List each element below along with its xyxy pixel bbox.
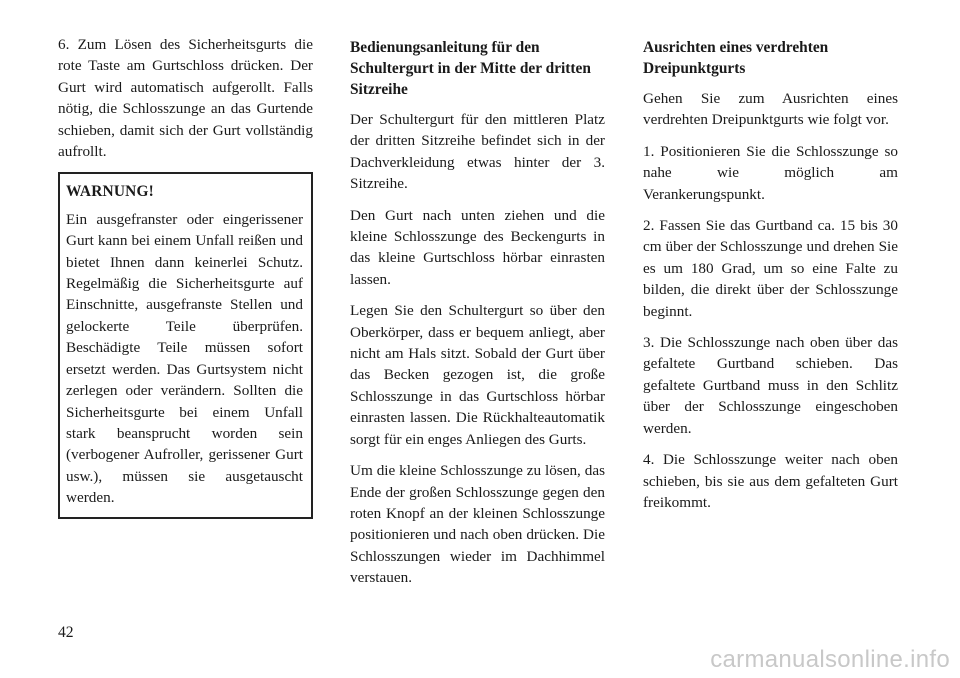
paragraph: Der Schultergurt für den mittleren Platz der dritten Sitzreihe befindet sich in der Dachverkleidung etwas hinter der 3. Sitzreihe.	[350, 111, 605, 193]
step-3: 3. Die Schlosszunge nach oben über das gefaltete Gurtband schieben. Das gefaltete Gurtband muss in den Schlitz über der Schlosszunge eingeschoben werden.	[643, 334, 898, 437]
paragraph: Legen Sie den Schultergurt so über den Oberkörper, dass er bequem anliegt, aber nicht am Hals sitzt. Sobald der Gurt über das Becken gezogen ist, die große Schlosszunge in das Gurtschloss hörbar einrasten lassen. Die Rückhalteautomatik sorgt für ein enges Anliegen des Gurts.	[350, 302, 605, 448]
warning-text: Ein ausgefranster oder eingerissener Gurt kann bei einem Unfall reißen und bietet Ihnen dann keinerlei Schutz. Regelmäßig die Sicherheitsgurte auf Einschnitte, ausgefranste Stellen und gelockerte Teile überprüfen. Beschädigte Teile müssen sofort ersetzt werden. Das Gurtsystem nicht zerlegen oder verändern. Sollten die Sicherheitsgurte bei einem Unfall stark beansprucht worden sein (verbogener Aufroller, gerissener Gurt usw.), müssen sie ausgetauscht werden.	[66, 210, 303, 507]
step-2: 2. Fassen Sie das Gurtband ca. 15 bis 30 cm über der Schlosszunge und drehen Sie es um 180 Grad, um so eine Falte zu bilden, die direkt über der Schlosszunge beginnt.	[643, 217, 898, 320]
watermark: carmanualsonline.info	[710, 646, 950, 673]
paragraph: Gehen Sie zum Ausrichten eines verdrehten Dreipunktgurts wie folgt vor.	[643, 90, 898, 129]
warning-title: WARNUNG!	[66, 183, 154, 201]
paragraph: Um die kleine Schlosszunge zu lösen, das Ende der großen Schlosszunge gegen den roten Knopf an der kleinen Schlosszunge positionieren und nach oben drücken. Die Schlosszungen wieder im Dachhimmel verstauen.	[350, 462, 605, 587]
step-1: 1. Positionieren Sie die Schlosszunge so nahe wie möglich am Verankerungspunkt.	[643, 142, 898, 203]
section-heading-twisted-belt: Ausrichten eines verdrehten Dreipunktgurts	[643, 39, 829, 77]
column-middle	[350, 37, 605, 599]
section-heading-third-row-belt: Bedienungsanleitung für den Schultergurt in der Mitte der dritten Sitzreihe	[350, 39, 591, 98]
column-left	[58, 34, 313, 519]
step-4: 4. Die Schlosszunge weiter nach oben schieben, bis sie aus dem gefalteten Gurt freikommt.	[643, 451, 898, 511]
warning-box	[58, 172, 313, 518]
page-number: 42	[58, 624, 74, 641]
intro-paragraph: 6. Zum Lösen des Sicherheitsgurts die rote Taste am Gurtschloss drücken. Der Gurt wird automatisch aufgerollt. Falls nötig, die Schlosszunge an das Gurtende schieben, damit sich der Gurt vollständig aufrollt.	[58, 36, 313, 161]
paragraph: Den Gurt nach unten ziehen und die kleine Schlosszunge des Beckengurts in das kleine Gurtschloss hörbar einrasten lassen.	[350, 206, 605, 288]
column-right	[643, 37, 898, 523]
